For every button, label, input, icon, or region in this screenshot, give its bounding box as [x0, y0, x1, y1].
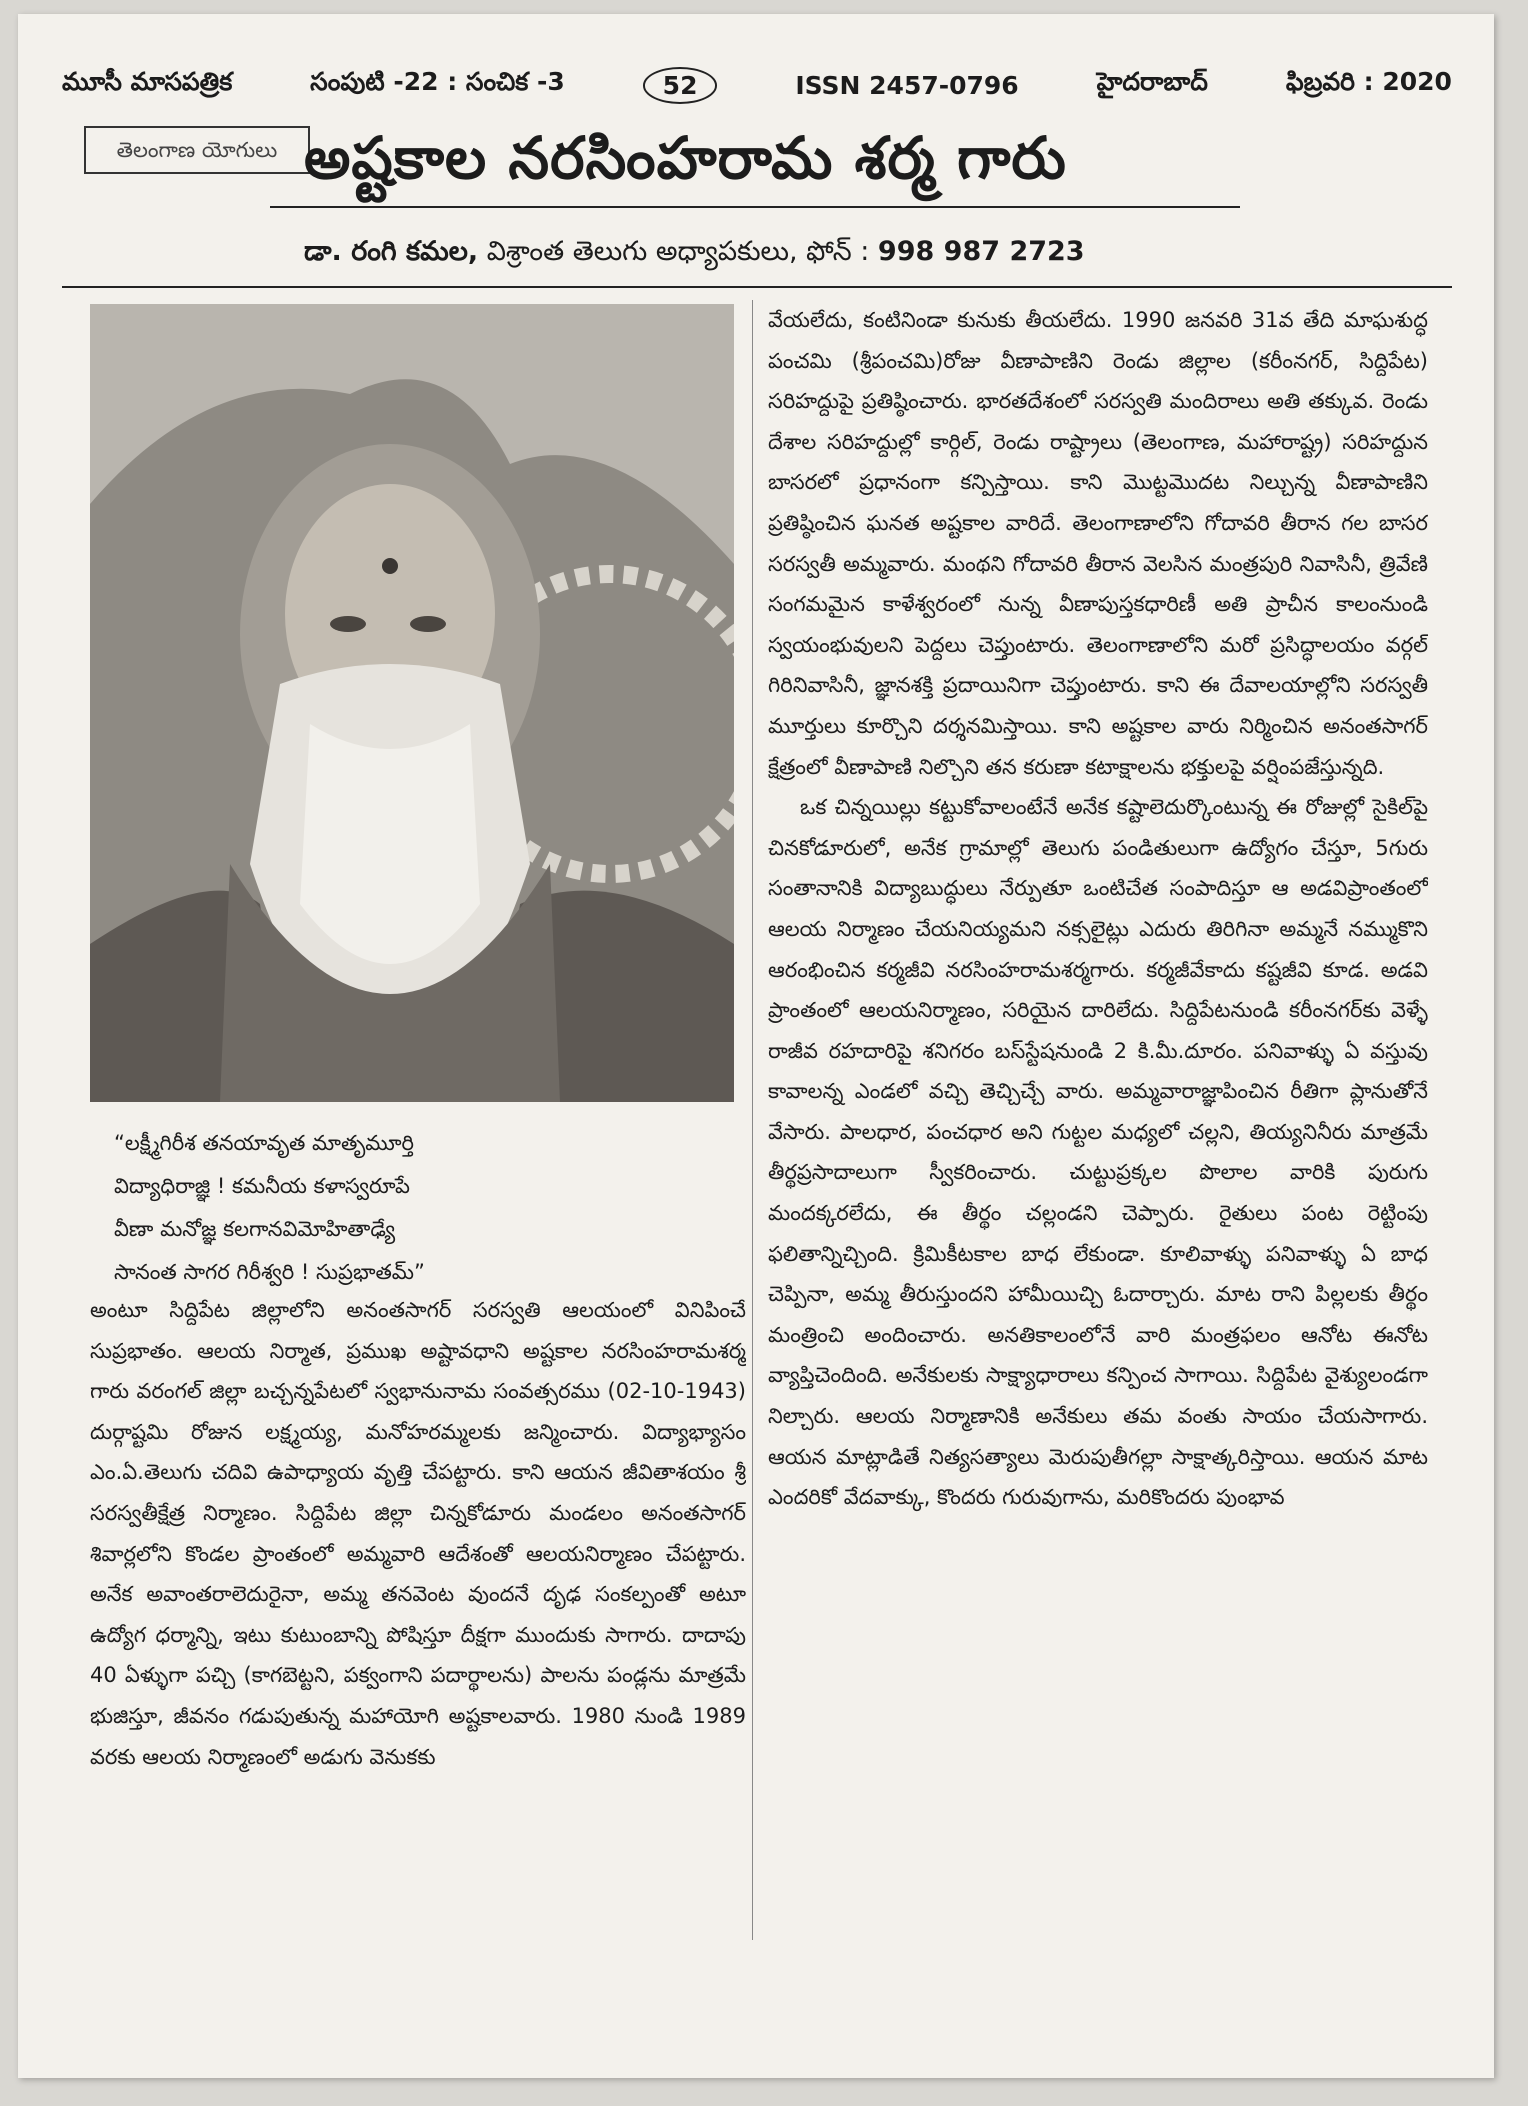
verse-line: వీణా మనోజ్ఞ కలగానవిమోహితాఢ్యే — [114, 1217, 396, 1241]
volume-issue: సంపుటి -22 : సంచిక -3 — [310, 67, 565, 96]
city: హైదరాబాద్ — [1096, 67, 1208, 96]
paragraph: అంటూ సిద్దిపేట జిల్లాలోని అనంతసాగర్ సరస్వతి ఆలయంలో వినిపించే సుప్రభాతం. ఆలయ నిర్మాత, ప్రముఖ అష్టావధాని అష్టకాల నరసింహరామశర్మ గారు వరంగల్ జిల్లా బచ్చన్నపేటలో స్వభానునామ సంవత్సరము (02-10-1943) దుర్గాష్టమి రోజున లక్ష్మయ్య, మనోహరమ్మలకు జన్మించారు. విద్యాభ్యాసం ఎం.ఏ.తెలుగు చదివి ఉపాధ్యాయ వృత్తి చేపట్టారు. కాని ఆయన జీవితాశయం శ్రీ సరస్వతీక్షేత్ర నిర్మాణం. సిద్దిపేట జిల్లా చిన్నకోడూరు మండలం అనంతసాగర్ శివార్లలోని కొండల ప్రాంతంలో అమ్మవారి ఆదేశంతో ఆలయనిర్మాణం చేపట్టారు. అనేక అవాంతరాలెదురైనా, అమ్మ తనవెంట వుందనే దృఢ సంకల్పంతో అటూ ఉద్యోగ ధర్మాన్ని, ఇటు కుటుంబాన్ని పోషిస్తూ దీక్షగా ముందుకు సాగారు. దాదాపు 40 ఏళ్ళుగా పచ్చి (కాగబెట్టని, పక్వంగాని పదార్థాలను) పాలను పండ్లను మాత్రమే భుజిస్తూ, జీవనం గడుపుతున్న మహాయోగి అష్టకాలవారు. 1980 నుండి 1989 వరకు ఆలయ నిర్మాణంలో అడుగు వెనుకకు — [90, 1298, 746, 1769]
author-name: డా. రంగి కమల, — [304, 236, 479, 267]
verse-block — [114, 1122, 744, 1294]
issue-date: ఫిబ్రవరి : 2020 — [1285, 67, 1452, 96]
author-designation: విశ్రాంత తెలుగు అధ్యాపకులు, ఫోన్ : — [486, 236, 870, 267]
portrait-photo — [90, 304, 734, 1102]
page-number: 52 — [643, 67, 718, 104]
author-phone: 998 987 2723 — [877, 236, 1085, 267]
verse-line: “లక్ష్మీగిరీశ తనయావృత మాతృమూర్తి — [114, 1131, 415, 1155]
paragraph: వేయలేదు, కంటినిండా కునుకు తీయలేదు. 1990 జనవరి 31వ తేది మాఘశుద్ధ పంచమి (శ్రీపంచమి)రోజు వీణాపాణిని రెండు జిల్లాల (కరీంనగర్, సిద్దిపేట) సరిహద్దుపై ప్రతిష్ఠించారు. భారతదేశంలో సరస్వతి మందిరాలు అతి తక్కువ. రెండు దేశాల సరిహద్దుల్లో కార్గిల్, రెండు రాష్ట్రాలు (తెలంగాణ, మహారాష్ట్ర) సరిహద్దున బాసరలో ప్రధానంగా కన్పిస్తాయి. కాని మొట్టమొదట నిల్చున్న వీణాపాణిని ప్రతిష్ఠించిన ఘనత అష్టకాల వారిదే. తెలంగాణాలోని గోదావరి తీరాన గల బాసర సరస్వతీ అమ్మవారు. మంథని గోదావరి తీరాన వెలసిన మంత్రపురి నివాసినీ, త్రివేణి సంగమమైన కాళేశ్వరంలో నున్న వీణాపుస్తకధారిణీ అతి ప్రాచీన కాలంనుండి స్వయంభువులని పెద్దలు చెప్తుంటారు. తెలంగాణాలోని మరో ప్రసిద్ధాలయం వర్గల్ గిరినివాసినీ, జ్ఞానశక్తి ప్రదాయినిగా చెప్తుంటారు. కాని ఈ దేవాలయాల్లోని సరస్వతీ మూర్తులు కూర్చొని దర్శనమిస్తాయి. కాని అష్టకాల వారు నిర్మించిన అనంతసాగర్ క్షేత్రంలో వీణాపాణి నిల్చొని తన కరుణా కటాక్షాలను భక్తులపై వర్షింపజేస్తున్నది. — [768, 308, 1428, 779]
paragraph: ఒక చిన్నయిల్లు కట్టుకోవాలంటేనే అనేక కష్టాలెదుర్కొంటున్న ఈ రోజుల్లో సైకిల్‌పై చినకోడూరులో, అనేక గ్రామాల్లో తెలుగు పండితులుగా ఉద్యోగం చేస్తూ, 5గురు సంతానానికి విద్యాబుద్ధులు నేర్పుతూ ఒంటిచేత సంపాదిస్తూ ఆ అడవిప్రాంతంలో ఆలయ నిర్మాణం చేయనియ్యమని నక్సలైట్లు ఎదురు తిరిగినా అమ్మనే నమ్ముకొని ఆరంభించిన కర్మజీవి నరసింహరామశర్మగారు. కర్మజీవేకాదు కష్టజీవి కూడ. అడవి ప్రాంతంలో ఆలయనిర్మాణం, సరియైన దారిలేదు. సిద్దిపేటనుండి కరీంనగర్‌కు వెళ్ళే రాజీవ రహదారిపై శనిగరం బస్‌స్టేషనుండి 2 కి.మీ.దూరం. పనివాళ్ళు ఏ వస్తువు కావాలన్న ఎండలో వచ్చి తెచ్చిచ్చే వారు. అమ్మవారాజ్ఞాపించిన రీతిగా ప్లానుతోనే వేసారు. పాలధార, పంచధార అని గుట్టల మధ్యలో చల్లని, తియ్యనినీరు మాత్రమే తీర్థప్రసాదాలుగా స్వీకరించారు. చుట్టుప్రక్కల పొలాల వారికి పురుగు మందక్కరలేదు, ఈ తీర్థం చల్లండని చెప్పారు. రైతులు పంట రెట్టింపు ఫలితాన్నిచ్చింది. క్రిమికీటకాల బాధ లేకుండా. కూలివాళ్ళు పనివాళ్ళు ఏ బాధ చెప్పినా, అమ్మ తీరుస్తుందని హామీయిచ్చి ఓదార్చారు. మాట రాని పిల్లలకు తీర్థం మంత్రించి అందించారు. అనతికాలంలోనే వారి మంత్రఫలం ఆనోట ఈనోట వ్యాప్తిచెందింది. అనేకులకు సాక్ష్యాధారాలు కన్పించ సాగాయి. సిద్దిపేట వైశ్యులండగా నిల్చారు. ఆలయ నిర్మాణానికి అనేకులు తమ వంతు సాయం చేయసాగారు. ఆయన మాట్లాడితే నిత్యసత్యాలు మెరుపుతీగల్లా సాక్షాత్కరిస్తాయి. ఆయన మాట ఎందరికో వేదవాక్కు, కొందరు గురువుగాను, మరికొందరు పుంభావ — [768, 795, 1428, 1510]
article-title: అష్టకాల నరసింహరామ శర్మ గారు — [304, 124, 1067, 192]
magazine-name: మూసీ మాసపత్రిక — [62, 67, 233, 96]
header-divider — [62, 286, 1452, 288]
magazine-page — [18, 14, 1494, 2078]
page-header — [62, 60, 1452, 110]
portrait-illustration — [90, 304, 734, 1102]
series-tag: తెలంగాణ యోగులు — [84, 126, 310, 174]
left-column — [90, 1290, 746, 1930]
title-divider — [270, 206, 1240, 208]
column-divider — [752, 300, 753, 1940]
author-line — [304, 226, 1344, 278]
verse-line: విద్యాధిరాజ్ఞి ! కమనీయ కళాస్వరూపే — [114, 1174, 410, 1198]
issn: ISSN 2457-0796 — [795, 70, 1019, 100]
right-column — [768, 300, 1428, 1940]
verse-line: సానంత సాగర గిరీశ్వరి ! సుప్రభాతమ్” — [114, 1260, 425, 1284]
